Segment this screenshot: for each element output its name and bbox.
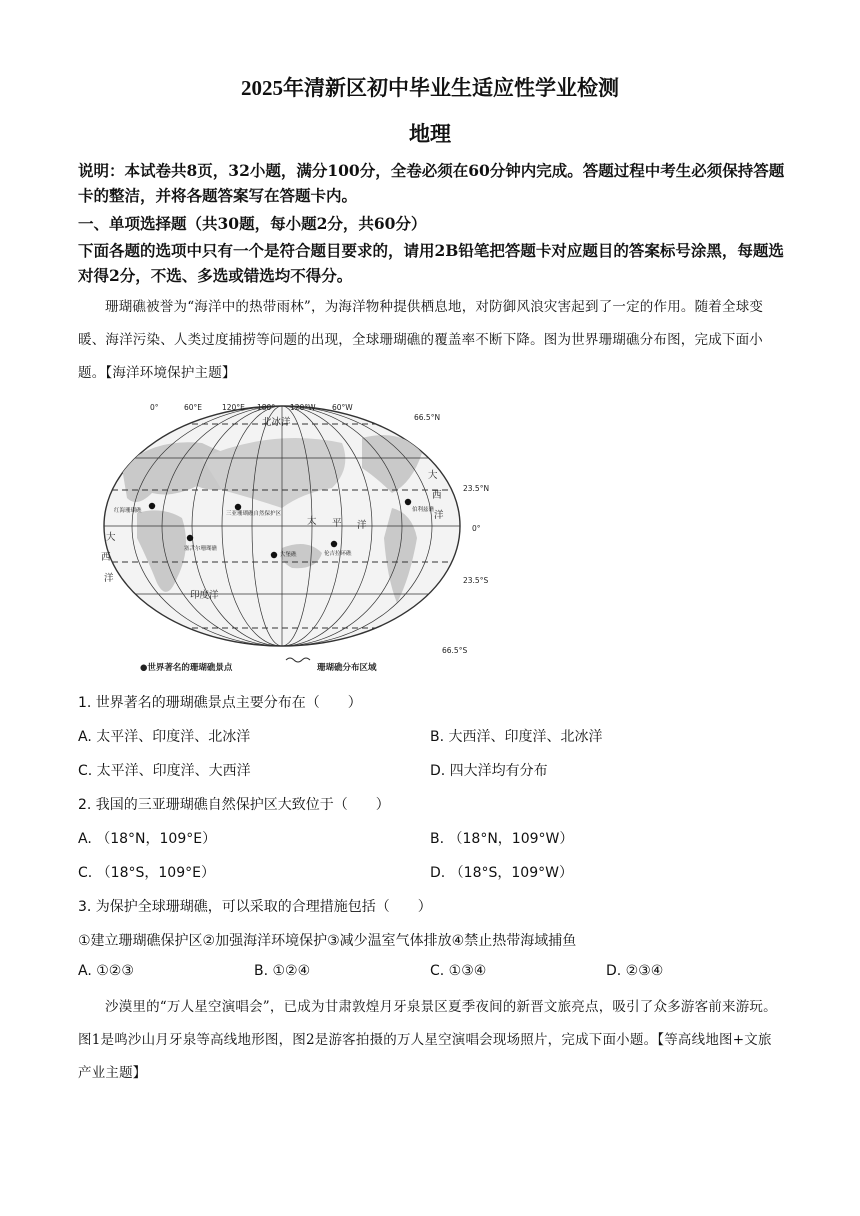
question-1-option-c: C. 太平洋、印度洋、大西洋 — [78, 763, 251, 779]
lon-label: 0° — [150, 403, 159, 412]
question-2-option-b: B. （18°N，109°W） — [430, 831, 574, 847]
site-label: 伦吉拉环礁 — [324, 551, 352, 557]
ocean-label: 平 — [332, 518, 342, 529]
question-3-option-c: C. ①③④ — [430, 963, 487, 979]
ocean-label: 北冰洋 — [262, 417, 291, 428]
question-2-option-c: C. （18°S，109°E） — [78, 865, 215, 881]
ocean-label: 西 — [101, 552, 111, 563]
site-label: 红海珊瑚礁 — [114, 508, 142, 514]
legend-site: ●世界著名的珊瑚礁景点 — [140, 663, 233, 673]
question-2-stem: 2. 我国的三亚珊瑚礁自然保护区大致位于（ ） — [78, 797, 390, 813]
ocean-label: 洋 — [434, 510, 444, 521]
question-3-stem: 3. 为保护全球珊瑚礁，可以采取的合理措施包括（ ） — [78, 899, 432, 915]
ocean-label: 印度洋 — [190, 590, 219, 601]
lat-label: 66.5°N — [414, 413, 441, 422]
subject-title: 地理 — [409, 121, 451, 146]
passage-coral: 珊瑚礁被誉为“海洋中的热带雨林”，为海洋物种提供栖息地，对防御风浪灾害起到了一定的作用。随着全球变暖、海洋污染、人类过度捕捞等问题的出现，全球珊瑚礁的覆盖率不断下降。图为世界珊瑚礁分布图，完成下面小题。【海洋环境保护主题】 — [78, 299, 764, 381]
lon-label: 120°E — [222, 403, 245, 412]
question-3-option-a: A. ①②③ — [78, 963, 134, 979]
lat-label: 23.5°N — [463, 484, 490, 493]
lon-label: 180° — [257, 403, 276, 412]
lat-label: 66.5°S — [442, 646, 468, 655]
ocean-label: 大 — [428, 470, 438, 481]
site-label: 塞舌尔珊瑚礁 — [184, 546, 218, 552]
question-2-option-a: A. （18°N，109°E） — [78, 831, 217, 847]
lon-label: 60°W — [332, 403, 353, 412]
site-label: 大堡礁 — [280, 552, 297, 558]
site-label: 伯利兹礁 — [412, 507, 435, 513]
question-3-option-d: D. ②③④ — [606, 963, 664, 979]
site-label: 三亚珊瑚礁自然保护区 — [226, 511, 282, 517]
question-2-option-d: D. （18°S，109°W） — [430, 865, 573, 881]
question-1-option-d: D. 四大洋均有分布 — [430, 763, 548, 779]
question-1-option-a: A. 太平洋、印度洋、北冰洋 — [78, 729, 251, 745]
ocean-label: 洋 — [357, 520, 367, 531]
exam-title: 2025年清新区初中毕业生适应性学业检测 — [241, 76, 619, 100]
passage-desert-concert: 沙漠里的“万人星空演唱会”，已成为甘肃敦煌月牙泉景区夏季夜间的新晋文旅亮点，吸引了众多游客前来游玩。图1是鸣沙山月牙泉等高线地形图，图2是游客拍摄的万人星空演唱会现场照片，完成下面小题。【等高线地图+文旅产业主题】 — [78, 999, 777, 1081]
lat-label: 0° — [472, 524, 481, 533]
legend-area: 珊瑚礁分布区域 — [317, 663, 377, 673]
section-description: 下面各题的选项中只有一个是符合题目要求的，请用2B铅笔把答题卡对应题目的答案标号涂黑，每题选对得2分，不选、多选或错选均不得分。 — [78, 241, 784, 285]
question-3-statements: ①建立珊瑚礁保护区②加强海洋环境保护③减少温室气体排放④禁止热带海域捕鱼 — [78, 933, 577, 949]
question-1-option-b: B. 大西洋、印度洋、北冰洋 — [430, 729, 603, 745]
coral-area-icon — [286, 658, 310, 662]
ocean-label: 洋 — [104, 573, 114, 584]
coral-reef-map — [92, 398, 510, 676]
section-title: 一、单项选择题（共30题，每小题2分，共60分） — [78, 214, 427, 233]
ocean-label: 西 — [432, 490, 442, 501]
exam-note: 说明：本试卷共8页，32小题，满分100分，全卷必须在60分钟内完成。答题过程中考生必须保持答题卡的整洁，并将各题答案写在答题卡内。 — [78, 161, 785, 205]
ocean-label: 大 — [106, 532, 116, 543]
lon-label: 120°W — [290, 403, 316, 412]
question-1-stem: 1. 世界著名的珊瑚礁景点主要分布在（ ） — [78, 695, 362, 711]
question-3-option-b: B. ①②④ — [254, 963, 311, 979]
ocean-label: 太 — [307, 516, 317, 527]
lon-label: 60°E — [184, 403, 203, 412]
lat-label: 23.5°S — [463, 576, 489, 585]
